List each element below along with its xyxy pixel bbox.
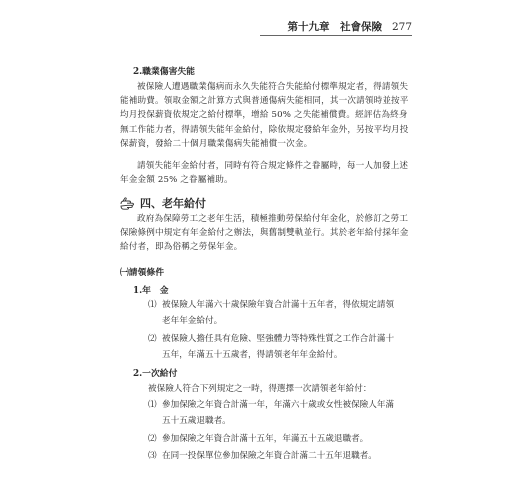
list-text: 被保險人擔任具有危險、堅強體力等特殊性質之工作合計滿十 bbox=[162, 334, 395, 344]
list-text: 參加保險之年資合計滿一年，年滿六十歲或女性被保險人年滿 bbox=[162, 400, 395, 410]
annuity-heading: 1.年 金 bbox=[133, 286, 169, 296]
list-number: ⑵ bbox=[148, 334, 157, 344]
lump-sum-item-2 bbox=[148, 432, 410, 446]
list-number: ⑴ bbox=[148, 400, 157, 410]
chapter-title: 第十九章 社會保險 bbox=[287, 21, 382, 33]
lump-sum-item-3 bbox=[148, 449, 410, 463]
occupational-disability-heading: 2.職業傷害失能 bbox=[133, 67, 195, 77]
old-age-intro-paragraph: 政府為保障勞工之老年生活，積極推動勞保給付年金化，於修訂之勞工保險條例中規定有年金給付之辦法，與舊制雙軌並行。其於老年給付採年金給付者，即為俗稱之勞保年金。 bbox=[120, 214, 409, 253]
occupational-disability-paragraph-1: 被保險人遭遇職業傷病而永久失能符合失能給付標準規定者，得請領失能補助費。領取金額之計算方式與普通傷病失能相同，其一次請領時並按平均月投保薪資依規定之給付標準，增給 50% 之失能補償費。經評估為終身無工作能力者，得請領失能年金給付，除依規定發給年金外，另按平均月投保薪資，發給二十個月職業傷病失能補償一次金。 bbox=[120, 82, 409, 149]
lump-sum-item-1-continuation: 五十五歲退職者。 bbox=[162, 416, 231, 426]
lump-sum-intro: 被保險人符合下列規定之一時，得選擇一次請領老年給付： bbox=[148, 384, 372, 394]
section-title-text: 四、老年給付 bbox=[140, 197, 206, 210]
occupational-disability-paragraph-2: 請領失能年金給付者，同時有符合規定條件之眷屬時，每一人加發上述年金金額 25% 之眷屬補助。 bbox=[120, 161, 409, 186]
list-number: ⑵ bbox=[148, 434, 157, 444]
header-rule bbox=[260, 35, 412, 36]
annuity-item-2 bbox=[148, 332, 410, 346]
annuity-item-2-continuation: 五年，年滿五十五歲者，得請領老年年金給付。 bbox=[162, 350, 343, 360]
pointing-hand-icon bbox=[120, 197, 136, 210]
list-text: 被保險人年滿六十歲保險年資合計滿十五年者，得依規定請領 bbox=[162, 300, 395, 310]
annuity-item-1-continuation: 老年年金給付。 bbox=[162, 316, 223, 326]
lump-sum-heading: 2.一次給付 bbox=[133, 369, 178, 379]
section-title-old-age bbox=[120, 195, 206, 211]
page-number: 277 bbox=[391, 21, 412, 33]
annuity-item-1 bbox=[148, 298, 410, 312]
lump-sum-item-1 bbox=[148, 398, 410, 412]
list-text: 在同一投保單位參加保險之年資合計滿二十五年退職者。 bbox=[162, 451, 377, 461]
list-text: 參加保險之年資合計滿十五年，年滿五十五歲退職者。 bbox=[162, 434, 369, 444]
running-header bbox=[287, 19, 412, 34]
list-number: ⑴ bbox=[148, 300, 157, 310]
eligibility-subtitle: ㈠請領條件 bbox=[120, 268, 164, 278]
list-number: ⑶ bbox=[148, 451, 157, 461]
